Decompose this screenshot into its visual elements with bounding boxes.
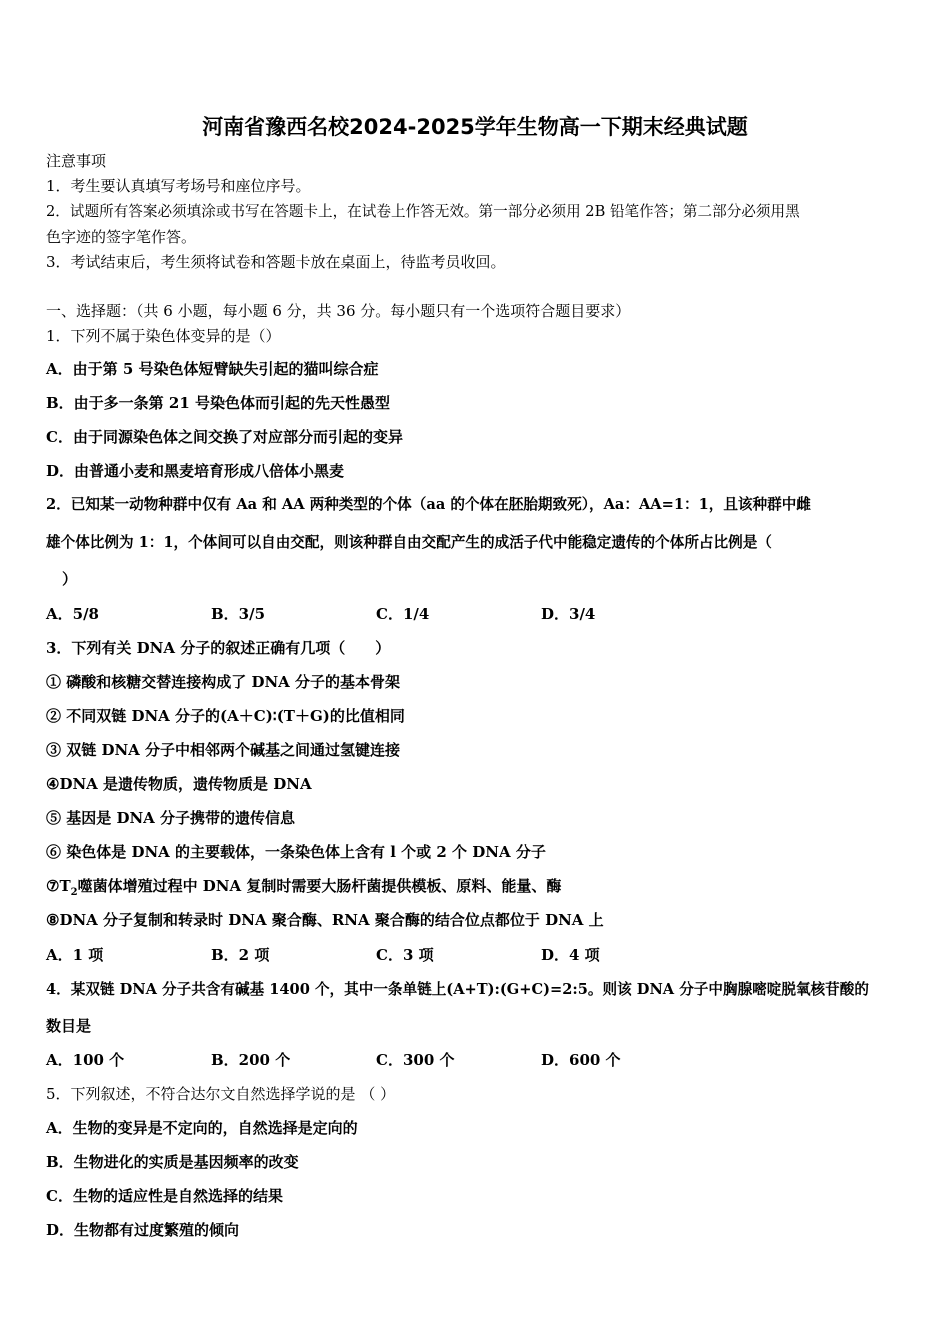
question-2-option-c: C．1/4 [376,605,430,623]
question-5-option-d: D．生物都有过度繁殖的倾向 [46,1221,240,1239]
question-4-stem-line-1: 4．某双链 DNA 分子共含有碱基 1400 个，其中一条单链上(A+T):(G+C)=2:5。则该 DNA 分子中胸腺嘧啶脱氧核苷酸的 [46,981,869,998]
question-5-stem: 5．下列叙述，不符合达尔文自然选择学说的是 （ ） [46,1085,396,1103]
question-3-statement-8: ⑧DNA 分子复制和转录时 DNA 聚合酶、RNA 聚合酶的结合位点都位于 DNA 上 [46,911,604,929]
question-3-option-a: A．1 项 [46,946,104,964]
question-2-stem-line-2: 雄个体比例为 1：1，个体间可以自由交配，则该种群自由交配产生的成活子代中能稳定遗传的个体所占比例是（ [46,534,772,551]
question-2-option-a: A．5/8 [46,605,99,623]
notice-heading: 注意事项 [46,152,107,170]
question-1-option-c: C．由于同源染色体之间交换了对应部分而引起的变异 [46,428,403,446]
statement-7-prefix: ⑦T [46,877,71,895]
question-1-stem: 1．下列不属于染色体变异的是（） [46,327,281,345]
section-heading: 一、选择题：（共 6 小题，每小题 6 分，共 36 分。每小题只有一个选项符合题目要求） [46,302,631,320]
question-3-option-d: D．4 项 [541,946,600,964]
question-5-option-c: C．生物的适应性是自然选择的结果 [46,1187,283,1205]
question-5-option-a: A．生物的变异是不定向的，自然选择是定向的 [46,1119,358,1137]
notice-item-2-line-2: 色字迹的签字笔作答。 [46,228,197,246]
question-3-statement-6: ⑥ 染色体是 DNA 的主要载体，一条染色体上含有 l 个或 2 个 DNA 分子 [46,843,546,861]
question-4-option-c: C．300 个 [376,1051,455,1069]
question-3-statement-3: ③ 双链 DNA 分子中相邻两个碱基之间通过氢键连接 [46,741,401,759]
question-3-option-b: B．2 项 [211,946,270,964]
question-3-statement-4: ④DNA 是遗传物质，遗传物质是 DNA [46,775,312,793]
notice-item-2-line-1: 2．试题所有答案必须填涂或书写在答题卡上，在试卷上作答无效。第一部分必须用 2B 铅笔作答；第二部分必须用黑 [46,203,800,220]
question-3-statement-7 [46,876,561,896]
question-2-stem-line-1: 2．已知某一动物种群中仅有 Aa 和 AA 两种类型的个体（aa 的个体在胚胎期致死），Aa：AA=1：1，且该种群中雌 [46,496,811,513]
question-4-option-d: D．600 个 [541,1051,621,1069]
page-title: 河南省豫西名校2024-2025学年生物高一下期末经典试题 [202,115,748,139]
question-3-statement-5: ⑤ 基因是 DNA 分子携带的遗传信息 [46,809,296,827]
statement-7-text: 噬菌体增殖过程中 DNA 复制时需要大肠杆菌提供模板、原料、能量、酶 [77,877,562,895]
question-1-option-d: D．由普通小麦和黑麦培育形成八倍体小黑麦 [46,462,345,480]
question-1-option-b: B．由于多一条第 21 号染色体而引起的先天性愚型 [46,394,390,412]
question-4-stem-line-2: 数目是 [46,1017,92,1035]
question-1-option-a: A．由于第 5 号染色体短臂缺失引起的猫叫综合症 [46,360,379,378]
question-2-option-d: D．3/4 [541,605,596,623]
question-3-stem: 3．下列有关 DNA 分子的叙述正确有几项（ ） [46,639,391,657]
question-4-option-a: A．100 个 [46,1051,125,1069]
question-5-option-b: B．生物进化的实质是基因频率的改变 [46,1153,299,1171]
notice-item-1: 1．考生要认真填写考场号和座位序号。 [46,177,311,195]
question-2-option-b: B．3/5 [211,605,266,623]
statement-7-subscript: 2 [70,887,78,898]
question-2-stem-line-3: ） [62,570,78,588]
question-3-statement-1: ① 磷酸和核糖交替连接构成了 DNA 分子的基本骨架 [46,673,401,691]
question-3-option-c: C．3 项 [376,946,434,964]
question-4-option-b: B．200 个 [211,1051,291,1069]
question-3-statement-2: ② 不同双链 DNA 分子的(A＋C)∶(T＋G)的比值相同 [46,707,405,725]
notice-item-3: 3．考试结束后，考生须将试卷和答题卡放在桌面上，待监考员收回。 [46,253,506,271]
